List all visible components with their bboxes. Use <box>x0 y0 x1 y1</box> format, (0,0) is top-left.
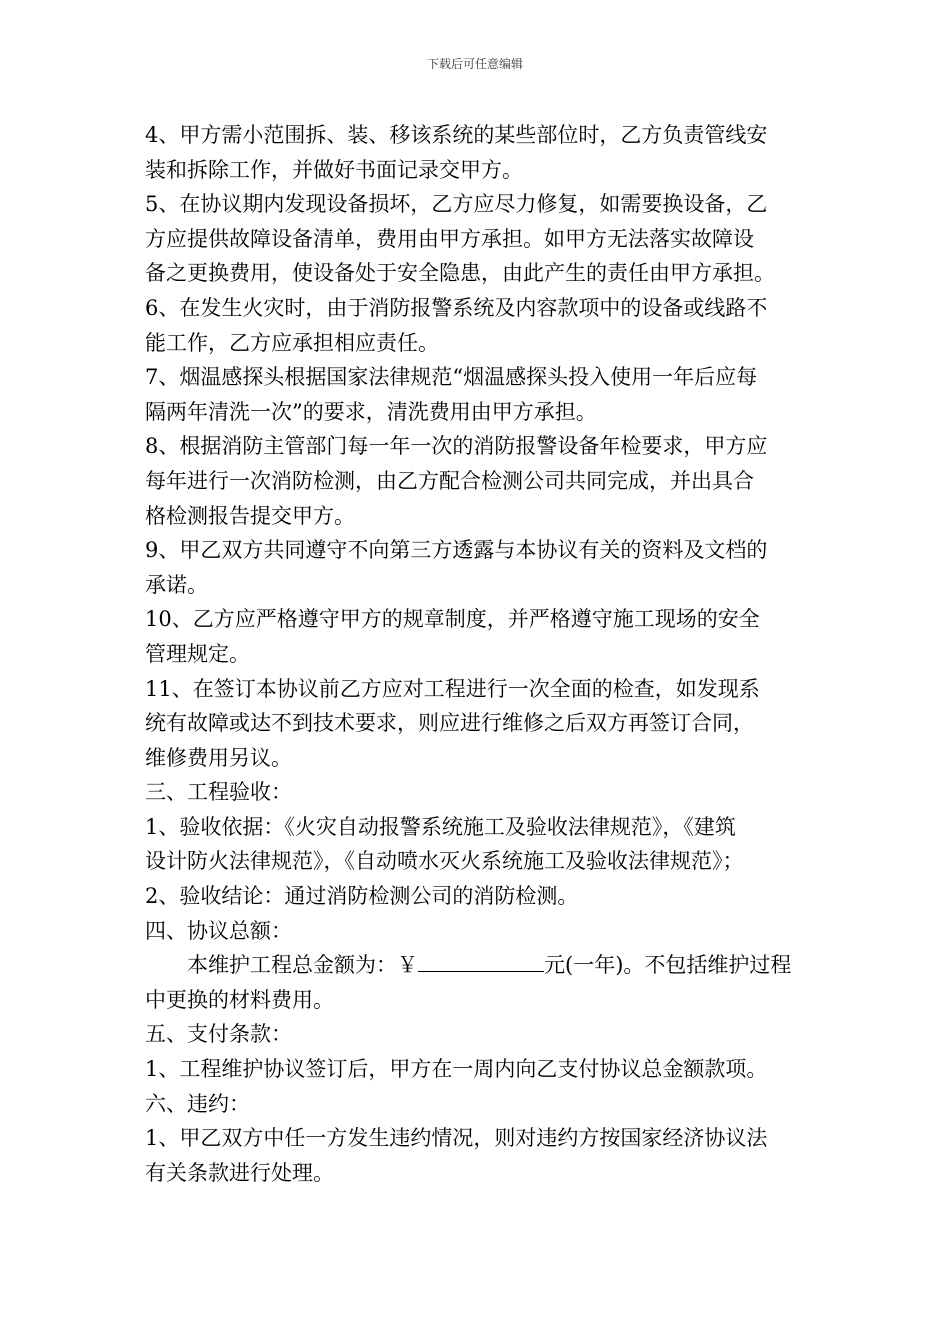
text-line: 10、乙方应严格遵守甲方的规章制度，并严格遵守施工现场的安全 <box>145 607 760 632</box>
text-line: 1、甲乙双方中任一方发生违约情况，则对违约方按国家经济协议法 <box>145 1126 768 1151</box>
text-line: 11、在签订本协议前乙方应对工程进行一次全面的检查，如发现系 <box>145 676 760 701</box>
text-line: 8、根据消防主管部门每一年一次的消防报警设备年检要求，甲方应 <box>145 434 768 459</box>
paragraph-section-5-item-1 <box>145 1052 807 1087</box>
total-amount-paragraph <box>145 948 807 983</box>
paragraph-item-9 <box>145 533 807 602</box>
total-amount-prefix: 本维护工程总金额为：￥ <box>187 953 418 978</box>
text-line: 方应提供故障设备清单，费用由甲方承担。如甲方无法落实故障设 <box>145 226 754 251</box>
paragraph-section-6-item-1 <box>145 1121 807 1190</box>
text-line: 9、甲乙双方共同遵守不向第三方透露与本协议有关的资料及文档的 <box>145 538 768 563</box>
text-line: 五、支付条款： <box>145 1022 292 1047</box>
total-amount-line-2: 中更换的材料费用。 <box>145 987 334 1012</box>
paragraph-section-5 <box>145 1017 807 1052</box>
text-line: 装和拆除工作，并做好书面记录交甲方。 <box>145 157 523 182</box>
text-line: 四、协议总额： <box>145 918 292 943</box>
total-amount-paragraph-cont <box>145 983 807 1018</box>
clauses-after <box>145 1017 807 1190</box>
paragraph-item-11 <box>145 672 807 776</box>
paragraph-item-4 <box>145 118 807 187</box>
text-line: 备之更换费用，使设备处于安全隐患，由此产生的责任由甲方承担。 <box>145 261 775 286</box>
paragraph-item-10 <box>145 602 807 671</box>
paragraph-item-6 <box>145 291 807 360</box>
text-line: 管理规定。 <box>145 641 250 666</box>
text-line: 格检测报告提交甲方。 <box>145 503 355 528</box>
paragraph-item-7 <box>145 360 807 429</box>
clauses-before <box>145 118 807 948</box>
paragraph-section-4 <box>145 914 807 949</box>
text-line: 每年进行一次消防检测，由乙方配合检测公司共同完成，并出具合 <box>145 468 754 493</box>
paragraph-section-3-item-1 <box>145 810 807 879</box>
text-line: 承诺。 <box>145 572 208 597</box>
text-line: 1、验收依据：《火灾自动报警系统施工及验收法律规范》，《建筑 <box>145 814 736 839</box>
text-line: 1、工程维护协议签订后，甲方在一周内向乙支付协议总金额款项。 <box>145 1057 768 1082</box>
text-line: 维修费用另议。 <box>145 745 292 770</box>
text-line: 2、验收结论：通过消防检测公司的消防检测。 <box>145 884 579 909</box>
paragraph-section-3-item-2 <box>145 879 807 914</box>
header-note: 下载后可任意编辑 <box>426 57 523 71</box>
paragraph-section-6 <box>145 1087 807 1122</box>
text-line: 隔两年清洗一次”的要求，清洗费用由甲方承担。 <box>145 399 597 424</box>
paragraph-item-5 <box>145 187 807 291</box>
text-line: 三、工程验收： <box>145 780 292 805</box>
paragraph-item-8 <box>145 429 807 533</box>
text-line: 能工作，乙方应承担相应责任。 <box>145 330 439 355</box>
text-line: 6、在发生火灾时，由于消防报警系统及内容款项中的设备或线路不 <box>145 295 768 320</box>
text-line: 六、违约： <box>145 1091 250 1116</box>
text-line: 设计防火法律规范》，《自动喷水灭火系统施工及验收法律规范》； <box>145 849 744 874</box>
text-line: 7、烟温感探头根据国家法律规范“烟温感探头投入使用一年后应每 <box>145 365 758 390</box>
text-line: 5、在协议期内发现设备损坏，乙方应尽力修复，如需要换设备，乙 <box>145 192 768 217</box>
amount-blank-field <box>418 949 544 972</box>
document-body <box>145 118 807 1190</box>
text-line: 统有故障或达不到技术要求，则应进行维修之后双方再签订合同， <box>145 711 754 736</box>
total-amount-line-1 <box>187 948 807 983</box>
paragraph-section-3 <box>145 775 807 810</box>
total-amount-suffix: 元(一年)。不包括维护过程 <box>544 953 792 978</box>
text-line: 有关条款进行处理。 <box>145 1160 334 1185</box>
text-line: 4、甲方需小范围拆、装、移该系统的某些部位时，乙方负责管线安 <box>145 123 768 147</box>
